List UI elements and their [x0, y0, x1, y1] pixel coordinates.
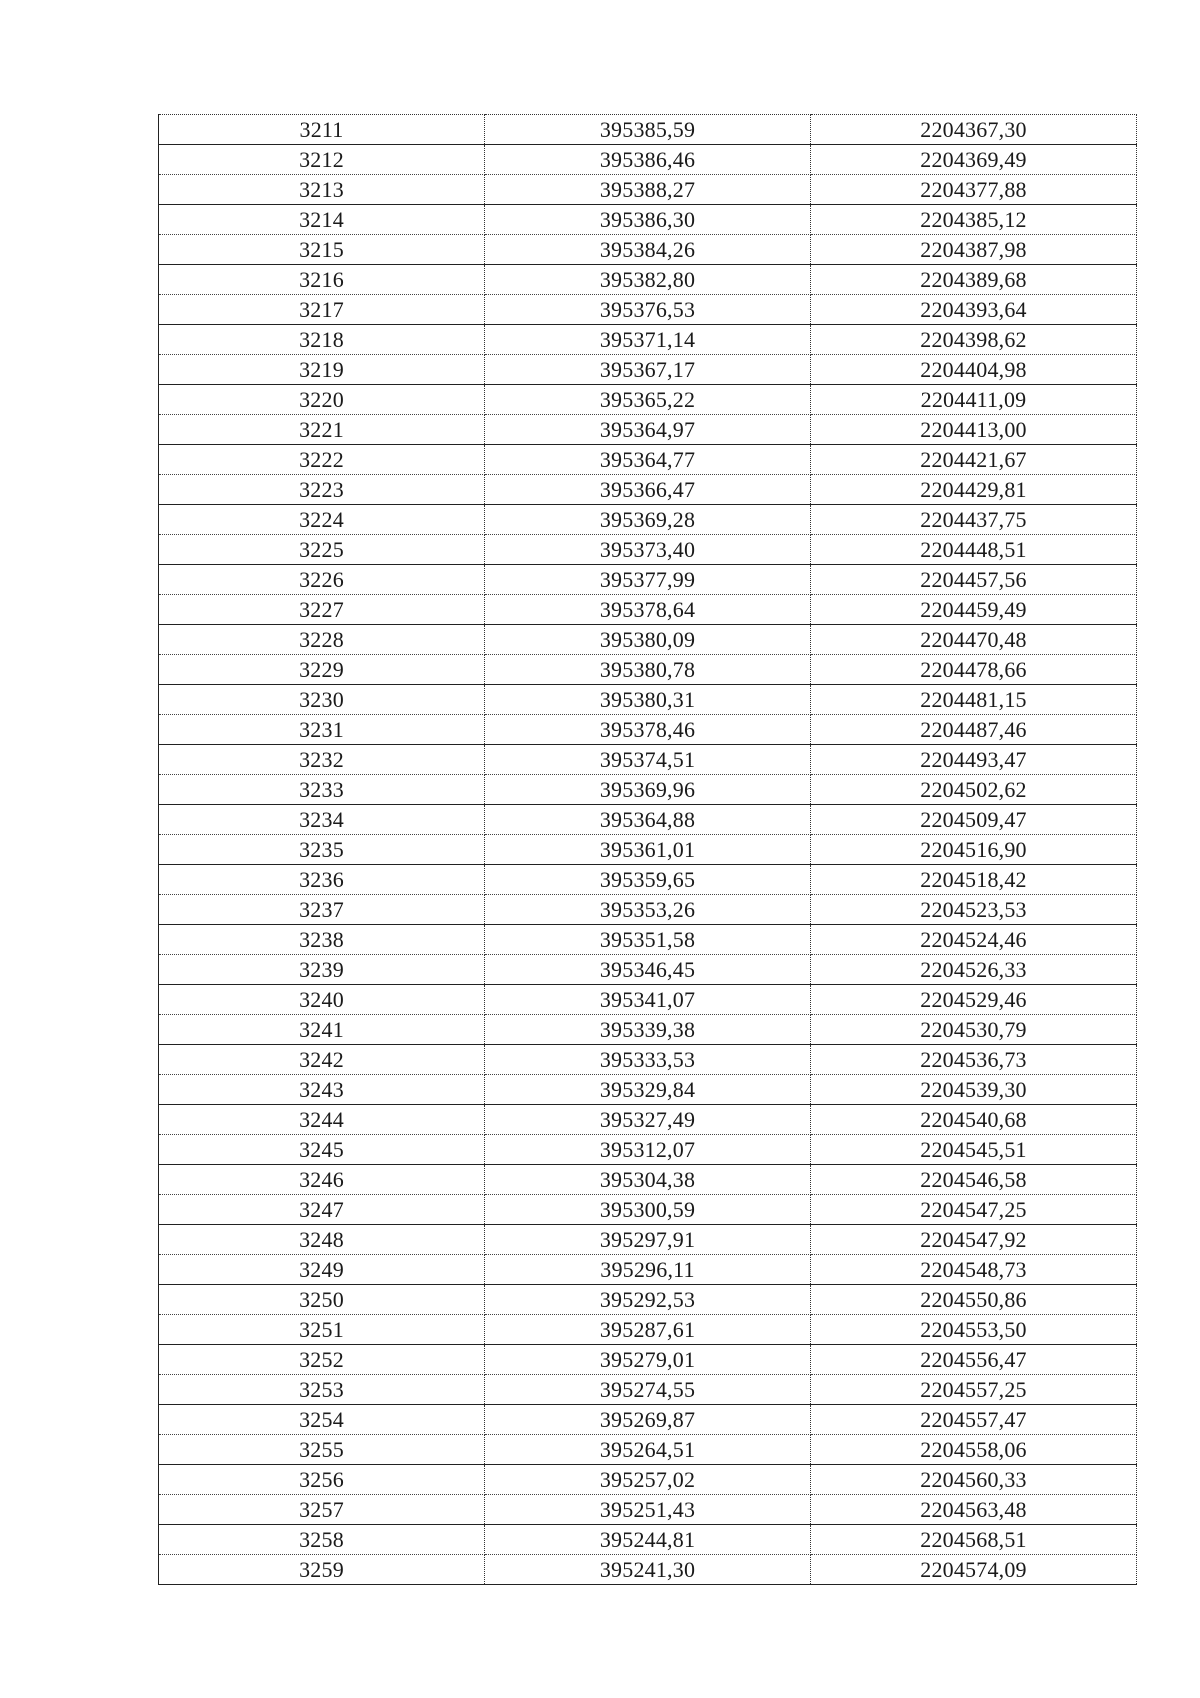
- y-coordinate-cell: 2204547,25: [811, 1195, 1137, 1225]
- point-number-cell: 3254: [159, 1405, 485, 1435]
- x-coordinate-cell: 395353,26: [485, 895, 811, 925]
- table-row: [159, 1105, 1137, 1135]
- y-coordinate-cell: 2204502,62: [811, 775, 1137, 805]
- y-coordinate-cell: 2204530,79: [811, 1015, 1137, 1045]
- table-row: [159, 1255, 1137, 1285]
- y-coordinate-cell: 2204546,58: [811, 1165, 1137, 1195]
- x-coordinate-cell: 395341,07: [485, 985, 811, 1015]
- x-coordinate-cell: 395346,45: [485, 955, 811, 985]
- point-number-cell: 3232: [159, 745, 485, 775]
- table-row: [159, 265, 1137, 295]
- table-row: [159, 1375, 1137, 1405]
- point-number-cell: 3235: [159, 835, 485, 865]
- table-row: [159, 985, 1137, 1015]
- x-coordinate-cell: 395369,96: [485, 775, 811, 805]
- point-number-cell: 3251: [159, 1315, 485, 1345]
- table-row: [159, 1405, 1137, 1435]
- y-coordinate-cell: 2204536,73: [811, 1045, 1137, 1075]
- table-row: [159, 835, 1137, 865]
- y-coordinate-cell: 2204413,00: [811, 415, 1137, 445]
- x-coordinate-cell: 395287,61: [485, 1315, 811, 1345]
- x-coordinate-cell: 395304,38: [485, 1165, 811, 1195]
- table-row: [159, 1465, 1137, 1495]
- table-row: [159, 715, 1137, 745]
- x-coordinate-cell: 395364,97: [485, 415, 811, 445]
- table-row: [159, 325, 1137, 355]
- table-row: [159, 1315, 1137, 1345]
- x-coordinate-cell: 395367,17: [485, 355, 811, 385]
- table-row: [159, 595, 1137, 625]
- table-row: [159, 415, 1137, 445]
- point-number-cell: 3259: [159, 1555, 485, 1585]
- table-row: [159, 655, 1137, 685]
- x-coordinate-cell: 395312,07: [485, 1135, 811, 1165]
- table-row: [159, 175, 1137, 205]
- x-coordinate-cell: 395376,53: [485, 295, 811, 325]
- x-coordinate-cell: 395339,38: [485, 1015, 811, 1045]
- point-number-cell: 3224: [159, 505, 485, 535]
- x-coordinate-cell: 395365,22: [485, 385, 811, 415]
- y-coordinate-cell: 2204524,46: [811, 925, 1137, 955]
- x-coordinate-cell: 395297,91: [485, 1225, 811, 1255]
- table-row: [159, 1045, 1137, 1075]
- y-coordinate-cell: 2204509,47: [811, 805, 1137, 835]
- table-row: [159, 925, 1137, 955]
- point-number-cell: 3223: [159, 475, 485, 505]
- x-coordinate-cell: 395386,30: [485, 205, 811, 235]
- y-coordinate-cell: 2204493,47: [811, 745, 1137, 775]
- x-coordinate-cell: 395274,55: [485, 1375, 811, 1405]
- y-coordinate-cell: 2204367,30: [811, 115, 1137, 145]
- table-row: [159, 1285, 1137, 1315]
- y-coordinate-cell: 2204540,68: [811, 1105, 1137, 1135]
- point-number-cell: 3245: [159, 1135, 485, 1165]
- point-number-cell: 3230: [159, 685, 485, 715]
- point-number-cell: 3253: [159, 1375, 485, 1405]
- y-coordinate-cell: 2204556,47: [811, 1345, 1137, 1375]
- x-coordinate-cell: 395377,99: [485, 565, 811, 595]
- table-row: [159, 115, 1137, 145]
- x-coordinate-cell: 395351,58: [485, 925, 811, 955]
- table-row: [159, 1015, 1137, 1045]
- point-number-cell: 3249: [159, 1255, 485, 1285]
- x-coordinate-cell: 395264,51: [485, 1435, 811, 1465]
- y-coordinate-cell: 2204457,56: [811, 565, 1137, 595]
- coordinates-table: [158, 114, 1137, 1585]
- point-number-cell: 3213: [159, 175, 485, 205]
- y-coordinate-cell: 2204459,49: [811, 595, 1137, 625]
- x-coordinate-cell: 395244,81: [485, 1525, 811, 1555]
- x-coordinate-cell: 395378,64: [485, 595, 811, 625]
- x-coordinate-cell: 395257,02: [485, 1465, 811, 1495]
- point-number-cell: 3242: [159, 1045, 485, 1075]
- y-coordinate-cell: 2204553,50: [811, 1315, 1137, 1345]
- point-number-cell: 3246: [159, 1165, 485, 1195]
- point-number-cell: 3231: [159, 715, 485, 745]
- table-row: [159, 775, 1137, 805]
- x-coordinate-cell: 395359,65: [485, 865, 811, 895]
- y-coordinate-cell: 2204369,49: [811, 145, 1137, 175]
- table-row: [159, 1195, 1137, 1225]
- point-number-cell: 3243: [159, 1075, 485, 1105]
- y-coordinate-cell: 2204547,92: [811, 1225, 1137, 1255]
- y-coordinate-cell: 2204548,73: [811, 1255, 1137, 1285]
- table-row: [159, 385, 1137, 415]
- y-coordinate-cell: 2204568,51: [811, 1525, 1137, 1555]
- x-coordinate-cell: 395374,51: [485, 745, 811, 775]
- x-coordinate-cell: 395292,53: [485, 1285, 811, 1315]
- x-coordinate-cell: 395361,01: [485, 835, 811, 865]
- table-row: [159, 685, 1137, 715]
- y-coordinate-cell: 2204398,62: [811, 325, 1137, 355]
- point-number-cell: 3234: [159, 805, 485, 835]
- y-coordinate-cell: 2204545,51: [811, 1135, 1137, 1165]
- x-coordinate-cell: 395380,31: [485, 685, 811, 715]
- y-coordinate-cell: 2204560,33: [811, 1465, 1137, 1495]
- x-coordinate-cell: 395371,14: [485, 325, 811, 355]
- y-coordinate-cell: 2204516,90: [811, 835, 1137, 865]
- table-row: [159, 955, 1137, 985]
- point-number-cell: 3241: [159, 1015, 485, 1045]
- point-number-cell: 3247: [159, 1195, 485, 1225]
- point-number-cell: 3221: [159, 415, 485, 445]
- table-row: [159, 895, 1137, 925]
- x-coordinate-cell: 395296,11: [485, 1255, 811, 1285]
- x-coordinate-cell: 395279,01: [485, 1345, 811, 1375]
- point-number-cell: 3227: [159, 595, 485, 625]
- y-coordinate-cell: 2204421,67: [811, 445, 1137, 475]
- x-coordinate-cell: 395380,09: [485, 625, 811, 655]
- table-row: [159, 535, 1137, 565]
- x-coordinate-cell: 395269,87: [485, 1405, 811, 1435]
- x-coordinate-cell: 395364,88: [485, 805, 811, 835]
- y-coordinate-cell: 2204558,06: [811, 1435, 1137, 1465]
- x-coordinate-cell: 395369,28: [485, 505, 811, 535]
- point-number-cell: 3244: [159, 1105, 485, 1135]
- x-coordinate-cell: 395382,80: [485, 265, 811, 295]
- x-coordinate-cell: 395378,46: [485, 715, 811, 745]
- x-coordinate-cell: 395366,47: [485, 475, 811, 505]
- table-row: [159, 1165, 1137, 1195]
- x-coordinate-cell: 395251,43: [485, 1495, 811, 1525]
- x-coordinate-cell: 395380,78: [485, 655, 811, 685]
- x-coordinate-cell: 395333,53: [485, 1045, 811, 1075]
- y-coordinate-cell: 2204529,46: [811, 985, 1137, 1015]
- x-coordinate-cell: 395386,46: [485, 145, 811, 175]
- y-coordinate-cell: 2204487,46: [811, 715, 1137, 745]
- y-coordinate-cell: 2204429,81: [811, 475, 1137, 505]
- table-row: [159, 1495, 1137, 1525]
- point-number-cell: 3240: [159, 985, 485, 1015]
- x-coordinate-cell: 395241,30: [485, 1555, 811, 1585]
- y-coordinate-cell: 2204437,75: [811, 505, 1137, 535]
- table-row: [159, 1135, 1137, 1165]
- point-number-cell: 3256: [159, 1465, 485, 1495]
- x-coordinate-cell: 395384,26: [485, 235, 811, 265]
- point-number-cell: 3255: [159, 1435, 485, 1465]
- table-row: [159, 235, 1137, 265]
- point-number-cell: 3233: [159, 775, 485, 805]
- y-coordinate-cell: 2204526,33: [811, 955, 1137, 985]
- point-number-cell: 3218: [159, 325, 485, 355]
- table-row: [159, 1075, 1137, 1105]
- point-number-cell: 3228: [159, 625, 485, 655]
- point-number-cell: 3222: [159, 445, 485, 475]
- table-row: [159, 445, 1137, 475]
- y-coordinate-cell: 2204557,47: [811, 1405, 1137, 1435]
- y-coordinate-cell: 2204393,64: [811, 295, 1137, 325]
- y-coordinate-cell: 2204470,48: [811, 625, 1137, 655]
- point-number-cell: 3211: [159, 115, 485, 145]
- table-row: [159, 1345, 1137, 1375]
- x-coordinate-cell: 395329,84: [485, 1075, 811, 1105]
- table-row: [159, 475, 1137, 505]
- y-coordinate-cell: 2204385,12: [811, 205, 1137, 235]
- y-coordinate-cell: 2204574,09: [811, 1555, 1137, 1585]
- point-number-cell: 3252: [159, 1345, 485, 1375]
- point-number-cell: 3258: [159, 1525, 485, 1555]
- table-row: [159, 205, 1137, 235]
- x-coordinate-cell: 395327,49: [485, 1105, 811, 1135]
- point-number-cell: 3248: [159, 1225, 485, 1255]
- x-coordinate-cell: 395364,77: [485, 445, 811, 475]
- point-number-cell: 3217: [159, 295, 485, 325]
- y-coordinate-cell: 2204377,88: [811, 175, 1137, 205]
- point-number-cell: 3239: [159, 955, 485, 985]
- point-number-cell: 3226: [159, 565, 485, 595]
- point-number-cell: 3216: [159, 265, 485, 295]
- y-coordinate-cell: 2204550,86: [811, 1285, 1137, 1315]
- table-row: [159, 1435, 1137, 1465]
- x-coordinate-cell: 395385,59: [485, 115, 811, 145]
- table-row: [159, 565, 1137, 595]
- table-row: [159, 355, 1137, 385]
- table-row: [159, 1555, 1137, 1585]
- y-coordinate-cell: 2204478,66: [811, 655, 1137, 685]
- y-coordinate-cell: 2204557,25: [811, 1375, 1137, 1405]
- y-coordinate-cell: 2204481,15: [811, 685, 1137, 715]
- table-row: [159, 745, 1137, 775]
- point-number-cell: 3219: [159, 355, 485, 385]
- table-row: [159, 295, 1137, 325]
- point-number-cell: 3238: [159, 925, 485, 955]
- table-row: [159, 865, 1137, 895]
- point-number-cell: 3257: [159, 1495, 485, 1525]
- point-number-cell: 3225: [159, 535, 485, 565]
- x-coordinate-cell: 395373,40: [485, 535, 811, 565]
- y-coordinate-cell: 2204387,98: [811, 235, 1137, 265]
- x-coordinate-cell: 395300,59: [485, 1195, 811, 1225]
- table-row: [159, 505, 1137, 535]
- table-row: [159, 145, 1137, 175]
- point-number-cell: 3229: [159, 655, 485, 685]
- y-coordinate-cell: 2204448,51: [811, 535, 1137, 565]
- y-coordinate-cell: 2204404,98: [811, 355, 1137, 385]
- table-row: [159, 1525, 1137, 1555]
- point-number-cell: 3215: [159, 235, 485, 265]
- point-number-cell: 3236: [159, 865, 485, 895]
- table-row: [159, 625, 1137, 655]
- point-number-cell: 3237: [159, 895, 485, 925]
- y-coordinate-cell: 2204411,09: [811, 385, 1137, 415]
- y-coordinate-cell: 2204563,48: [811, 1495, 1137, 1525]
- table-row: [159, 805, 1137, 835]
- y-coordinate-cell: 2204523,53: [811, 895, 1137, 925]
- table-row: [159, 1225, 1137, 1255]
- point-number-cell: 3212: [159, 145, 485, 175]
- coordinates-table-body: [159, 115, 1137, 1585]
- y-coordinate-cell: 2204539,30: [811, 1075, 1137, 1105]
- point-number-cell: 3214: [159, 205, 485, 235]
- point-number-cell: 3220: [159, 385, 485, 415]
- point-number-cell: 3250: [159, 1285, 485, 1315]
- x-coordinate-cell: 395388,27: [485, 175, 811, 205]
- y-coordinate-cell: 2204389,68: [811, 265, 1137, 295]
- y-coordinate-cell: 2204518,42: [811, 865, 1137, 895]
